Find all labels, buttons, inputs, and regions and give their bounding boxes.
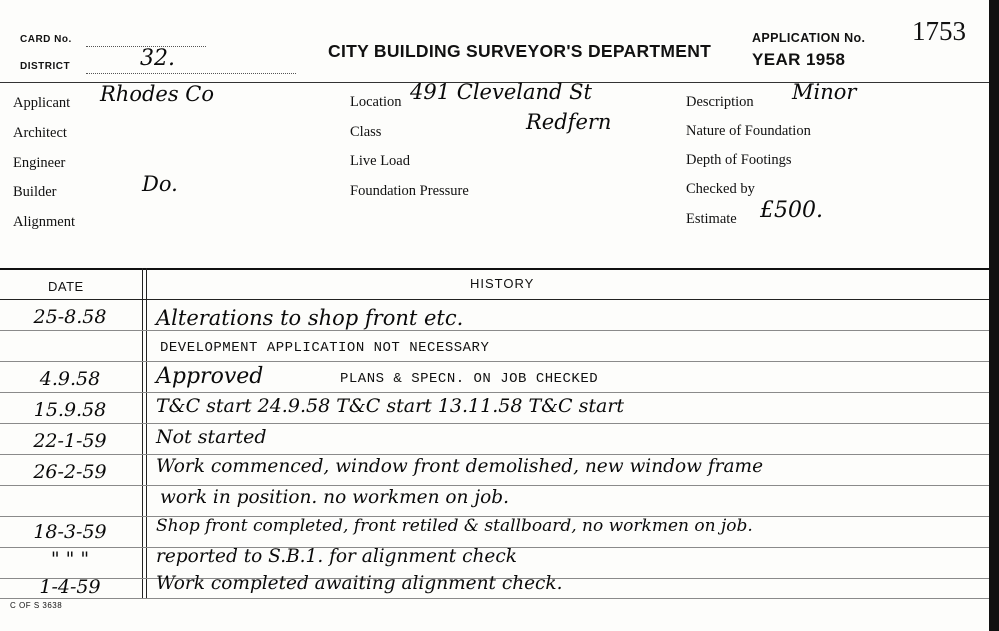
class-value: Redfern [526,110,612,134]
estimate-label: Estimate [686,211,737,227]
date-header: DATE [48,279,84,294]
history-entry: Not started [156,426,267,448]
card-right-edge [989,0,999,631]
architect-label: Architect [13,125,67,141]
history-entry: Shop front completed, front retiled & stallboard, no workmen on job. [156,516,753,536]
location-value: 491 Cleveland St [410,80,592,104]
history-header: HISTORY [470,276,535,291]
history-entry: Work completed awaiting alignment check. [156,573,563,594]
description-label: Description [686,94,754,110]
alignment-label: Alignment [13,214,76,230]
checked-by-label: Checked by [686,181,755,197]
rule-line [0,485,999,486]
history-entry: Alterations to shop front etc. [156,306,464,330]
rule-line [0,392,999,393]
applicant-value: Rhodes Co [100,82,215,106]
district-label: DISTRICT [20,61,71,72]
history-date: 18-3-59 [33,521,107,543]
location-label: Location [350,94,402,110]
date-column-divider-2 [146,268,147,598]
rule-line [0,454,999,455]
card-no-label: CARD No. [20,34,72,45]
form-code: C OF S 3638 [10,601,63,610]
rule-line [0,361,999,362]
history-entry: reported to S.B.1. for alignment check [156,546,517,567]
builder-value: Do. [142,172,178,196]
class-label: Class [350,124,382,140]
department-title: CITY BUILDING SURVEYOR'S DEPARTMENT [328,41,712,61]
district-line [86,73,296,74]
depth-of-footings-label: Depth of Footings [686,152,792,168]
rule-line [0,598,999,599]
nature-of-foundation-label: Nature of Foundation [686,123,811,139]
applicant-label: Applicant [13,95,71,111]
description-value: Minor [792,80,857,104]
builder-label: Builder [13,184,57,200]
date-column-divider [142,268,143,598]
history-date: 26-2-59 [33,461,107,483]
district-value: 32. [140,46,175,71]
history-date: 22-1-59 [33,430,107,452]
estimate-value: £500. [760,198,823,223]
live-load-label: Live Load [350,153,410,169]
table-top-border [0,268,999,270]
foundation-pressure-label: Foundation Pressure [350,183,469,199]
history-date: 25-8.58 [33,306,107,328]
year-label: YEAR 1958 [752,50,846,69]
table-header-divider [0,299,999,300]
history-entry: Approved [156,364,264,389]
rule-line [0,423,999,424]
history-date: " " " [50,548,90,570]
history-stamp: DEVELOPMENT APPLICATION NOT NECESSARY [160,340,490,356]
history-date: 4.9.58 [39,368,101,390]
history-date: 15.9.58 [33,399,107,421]
history-stamp: PLANS & SPECN. ON JOB CHECKED [340,371,599,387]
history-entry: T&C start 24.9.58 T&C start 13.11.58 T&C start [156,395,625,417]
rule-line [0,330,999,331]
history-date: 1-4-59 [39,576,101,598]
history-entry: work in position. no workmen on job. [160,487,509,508]
application-no-label: APPLICATION No. [752,31,866,45]
application-no-value: 1753 [912,16,966,46]
history-entry: Work commenced, window front demolished, new window frame [156,456,764,477]
engineer-label: Engineer [13,155,66,171]
